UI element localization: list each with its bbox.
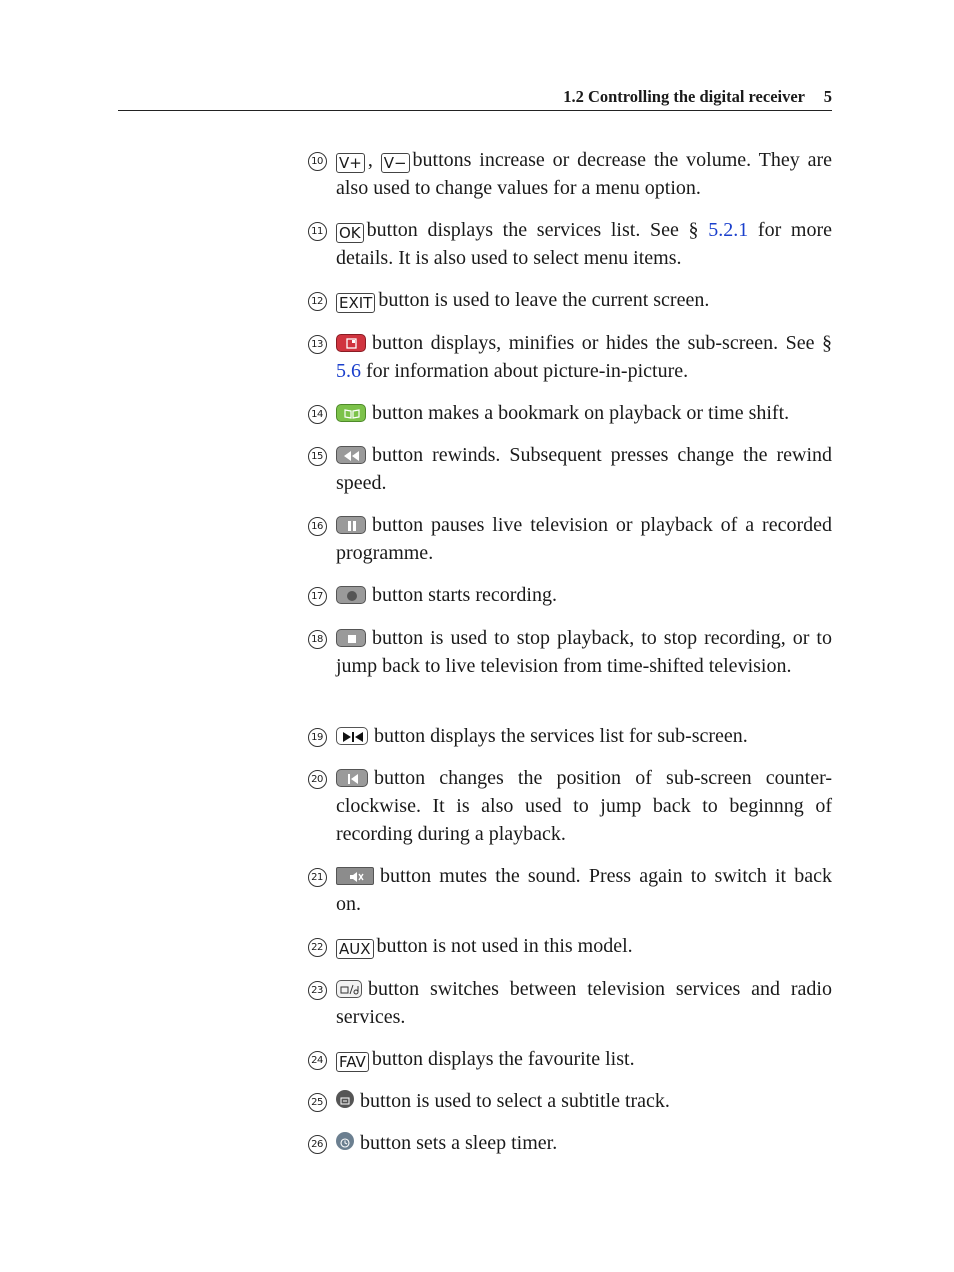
item-number: 16 <box>308 517 327 536</box>
item-number: 15 <box>308 447 327 466</box>
item-number: 17 <box>308 587 327 606</box>
fav-key: FAV <box>336 1052 369 1072</box>
item-text: for more details. It is also used to select menu items. <box>336 219 832 269</box>
item-number: 21 <box>308 868 327 887</box>
item-number: 11 <box>308 222 327 241</box>
separator: , <box>367 149 373 171</box>
item-number: 12 <box>308 292 327 311</box>
item-text: buttons increase or decrease the volume. They are also used to change values for a menu option. <box>336 149 832 199</box>
section-title: 1.2 Controlling the digital receiver <box>563 87 805 106</box>
skip-back-icon <box>336 769 368 787</box>
section-link[interactable]: 5.6 <box>336 360 361 382</box>
volume-up-key: V+ <box>336 153 365 173</box>
item-number: 22 <box>308 938 327 957</box>
aux-key: AUX <box>336 939 374 959</box>
item-text: button starts recording. <box>372 584 557 606</box>
item-text: button is used to leave the current screen. <box>378 289 710 311</box>
item-text: button displays the services list. See § <box>366 219 709 241</box>
item-text: button pauses live television or playback of a recorded programme. <box>336 514 832 564</box>
mute-icon <box>336 867 374 885</box>
item-number: 23 <box>308 981 327 1000</box>
section-link[interactable]: 5.2.1 <box>708 219 749 241</box>
item-text: button makes a bookmark on playback or time shift. <box>372 402 790 424</box>
item-number: 20 <box>308 770 327 789</box>
item-number: 24 <box>308 1051 327 1070</box>
stop-icon <box>336 629 366 647</box>
item-text: button displays the favourite list. <box>371 1048 635 1070</box>
rewind-icon <box>336 446 366 464</box>
item-number: 25 <box>308 1093 327 1112</box>
item-text: button is used to select a subtitle track. <box>360 1090 670 1112</box>
tv-radio-icon <box>336 980 362 998</box>
item-text: button is used to stop playback, to stop recording, or to jump back to live television from time-shifted television. <box>336 627 832 677</box>
item-text: button displays the services list for sub-screen. <box>374 725 748 747</box>
item-text: button switches between television services and radio services. <box>336 978 832 1028</box>
pip-icon <box>336 334 366 352</box>
item-number: 18 <box>308 630 327 649</box>
exit-key: EXIT <box>336 293 375 313</box>
item-text: button is not used in this model. <box>376 935 633 957</box>
item-number: 19 <box>308 728 327 747</box>
item-text: button rewinds. Subsequent presses change the rewind speed. <box>336 444 832 494</box>
item-number: 14 <box>308 405 327 424</box>
record-icon <box>336 586 366 604</box>
pause-icon <box>336 516 366 534</box>
bookmark-icon <box>336 404 366 422</box>
page-number: 5 <box>823 87 832 106</box>
subtitle-icon <box>336 1090 354 1108</box>
sleep-timer-icon <box>336 1132 354 1150</box>
swap-icon <box>336 727 368 745</box>
item-text: button displays, minifies or hides the sub-screen. See § <box>372 332 832 354</box>
item-text: button mutes the sound. Press again to switch it back on. <box>336 865 832 915</box>
ok-key: OK <box>336 223 364 243</box>
running-header <box>118 86 832 111</box>
item-number: 10 <box>308 152 327 171</box>
item-number: 13 <box>308 335 327 354</box>
volume-down-key: V− <box>381 153 410 173</box>
item-text: button changes the position of sub-screen counter-clockwise. It is also used to jump back to beginnng of recording during a playback. <box>336 767 832 845</box>
item-number: 26 <box>308 1135 327 1154</box>
item-text: button sets a sleep timer. <box>360 1132 558 1154</box>
item-text: for information about picture-in-picture. <box>361 360 689 382</box>
